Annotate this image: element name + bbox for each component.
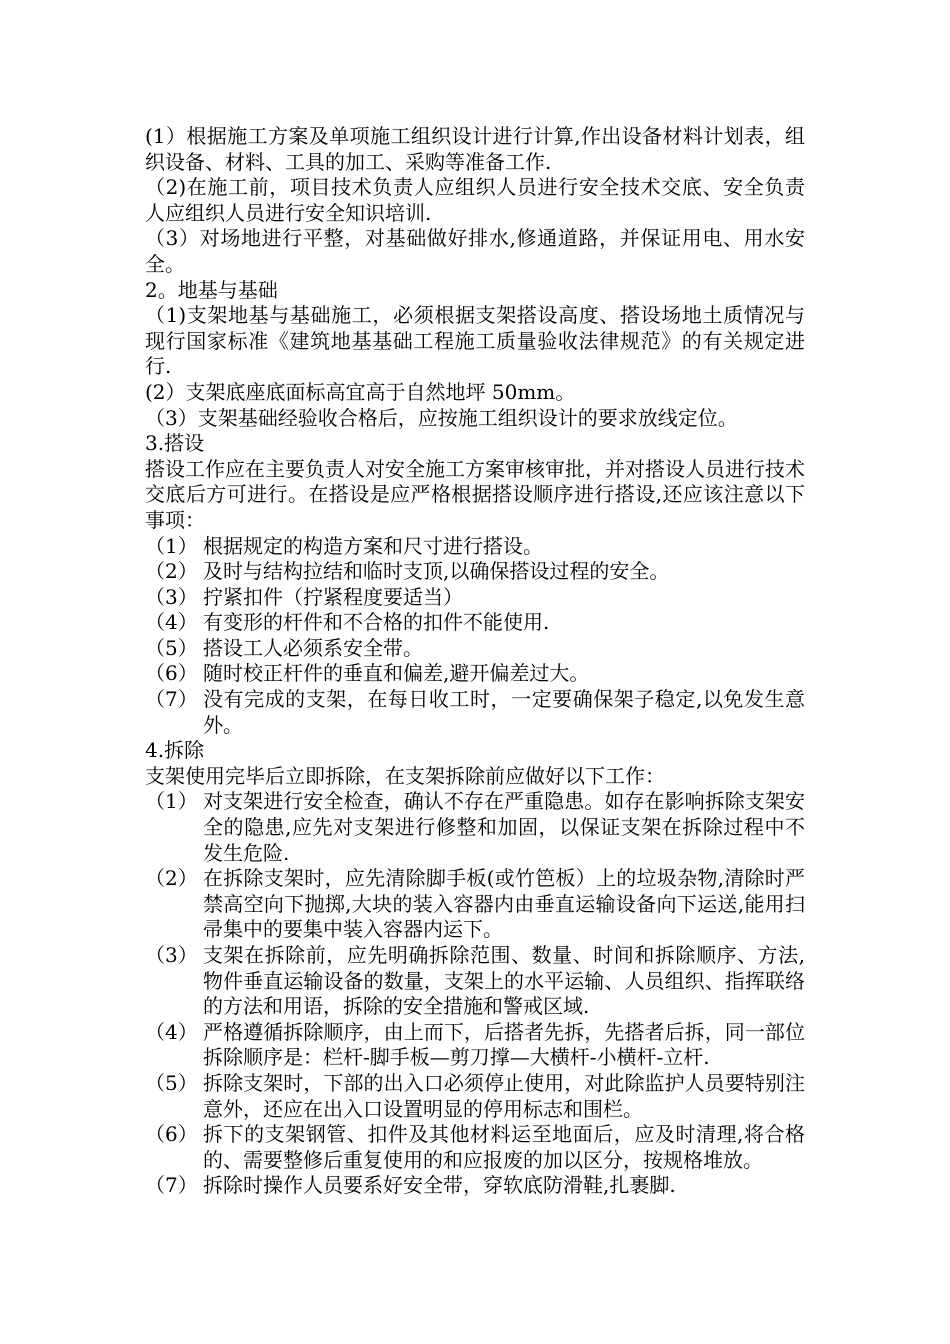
dismantle-item <box>145 789 805 866</box>
item-text: 对支架进行安全检查，确认不存在严重隐患。如存在影响拆除支架安全的隐患,应先对支架进行修整和加固，以保证支架在拆除过程中不发生危险. <box>203 789 805 865</box>
item-number: （6） <box>145 1122 198 1147</box>
item-number: （5） <box>145 1070 198 1095</box>
dismantle-item <box>145 943 805 1020</box>
item-text: 根据规定的构造方案和尺寸进行搭设。 <box>203 533 543 558</box>
item-text: 及时与结构拉结和临时支顶,以确保搭设过程的安全。 <box>203 559 670 584</box>
item-text: 搭设工人必须系安全带。 <box>203 635 423 660</box>
erection-item <box>145 610 805 636</box>
prep-item-2: （2)在施工前，项目技术负责人应组织人员进行安全技术交底、安全负责人应组织人员进行安全知识培训. <box>145 175 805 225</box>
item-number: （2） <box>145 559 198 584</box>
erection-item <box>145 559 805 585</box>
foundation-item-3: （3）支架基础经验收合格后，应按施工组织设计的要求放线定位。 <box>145 405 738 430</box>
prep-item-3: （3）对场地进行平整，对基础做好排水,修通道路，并保证用电、用水安全。 <box>145 226 805 276</box>
foundation-item-2: (2）支架底座底面标高宜高于自然地坪 50mm。 <box>145 379 576 404</box>
prep-item-1: (1）根据施工方案及单项施工组织设计进行计算,作出设备材料计划表，组织设备、材料、工具的加工、采购等准备工作. <box>145 124 805 174</box>
item-text: 拆除时操作人员要系好安全带，穿软底防滑鞋,扎裹脚. <box>203 1173 676 1198</box>
item-text: 拆下的支架钢管、扣件及其他材料运至地面后，应及时清理,将合格的、需要整修后重复使用的和应报废的加以区分，按规格堆放。 <box>203 1122 805 1172</box>
section-heading-dismantle: 4.拆除 <box>145 738 205 763</box>
item-text: 严格遵循拆除顺序，由上而下，后搭者先拆，先搭者后拆，同一部位拆除顺序是：栏杆-脚手板—剪刀撑—大横杆-小横杆-立杆. <box>203 1019 805 1070</box>
erection-item <box>145 687 805 738</box>
erection-intro: 搭设工作应在主要负责人对安全施工方案审核审批，并对搭设人员进行技术交底后方可进行。在搭设是应严格根据搭设顺序进行搭设,还应该注意以下事项： <box>145 456 805 532</box>
item-number: （1） <box>145 533 198 558</box>
item-number: （1） <box>145 789 198 814</box>
item-text: 在拆除支架时，应先清除脚手板(或竹笆板）上的垃圾杂物,清除时严禁高空向下抛掷,大块的装入容器内由垂直运输设备向下运送,能用扫帚集中的要集中装入容器内运下。 <box>203 866 805 942</box>
item-text: 拧紧扣件（拧紧程度要适当） <box>203 584 463 609</box>
item-text: 随时校正杆件的垂直和偏差,避开偏差过大。 <box>203 661 590 686</box>
item-text: 没有完成的支架，在每日收工时，一定要确保架子稳定,以免发生意外。 <box>203 687 805 737</box>
item-number: （5） <box>145 635 198 660</box>
document-page <box>145 124 805 1199</box>
dismantle-item <box>145 866 805 943</box>
dismantle-item <box>145 1173 805 1199</box>
erection-item <box>145 661 805 687</box>
item-number: （4） <box>145 610 198 635</box>
dismantle-intro: 支架使用完毕后立即拆除，在支架拆除前应做好以下工作： <box>145 763 665 788</box>
item-text: 支架在拆除前，应先明确拆除范围、数量、时间和拆除顺序、方法,物件垂直运输设备的数量，支架上的水平运输、人员组织、指挥联络的方法和用语，拆除的安全措施和警戒区域. <box>203 943 805 1019</box>
erection-item <box>145 636 805 662</box>
section-heading-erection: 3.搭设 <box>145 431 205 456</box>
dismantle-item <box>145 1020 805 1071</box>
section-heading-foundation: 2。地基与基础 <box>145 277 278 302</box>
item-text: 拆除支架时，下部的出入口必须停止使用，对此除监护人员要特别注意外，还应在出入口设置明显的停用标志和围栏。 <box>203 1070 805 1121</box>
item-number: （6） <box>145 661 198 686</box>
item-number: （7） <box>145 687 198 712</box>
dismantle-item <box>145 1122 805 1173</box>
erection-item <box>145 534 805 560</box>
dismantle-item <box>145 1071 805 1122</box>
erection-item <box>145 585 805 611</box>
item-number: （3） <box>145 943 198 967</box>
foundation-item-1: （1)支架地基与基础施工，必须根据支架搭设高度、搭设场地土质情况与现行国家标准《建筑地基基础工程施工质量验收法律规范》的有关规定进行. <box>145 303 805 379</box>
item-number: （3） <box>145 584 198 609</box>
item-number: （7） <box>145 1173 198 1198</box>
item-number: （2） <box>145 866 198 891</box>
item-number: （4） <box>145 1019 198 1044</box>
item-text: 有变形的杆件和不合格的扣件不能使用. <box>203 610 550 635</box>
